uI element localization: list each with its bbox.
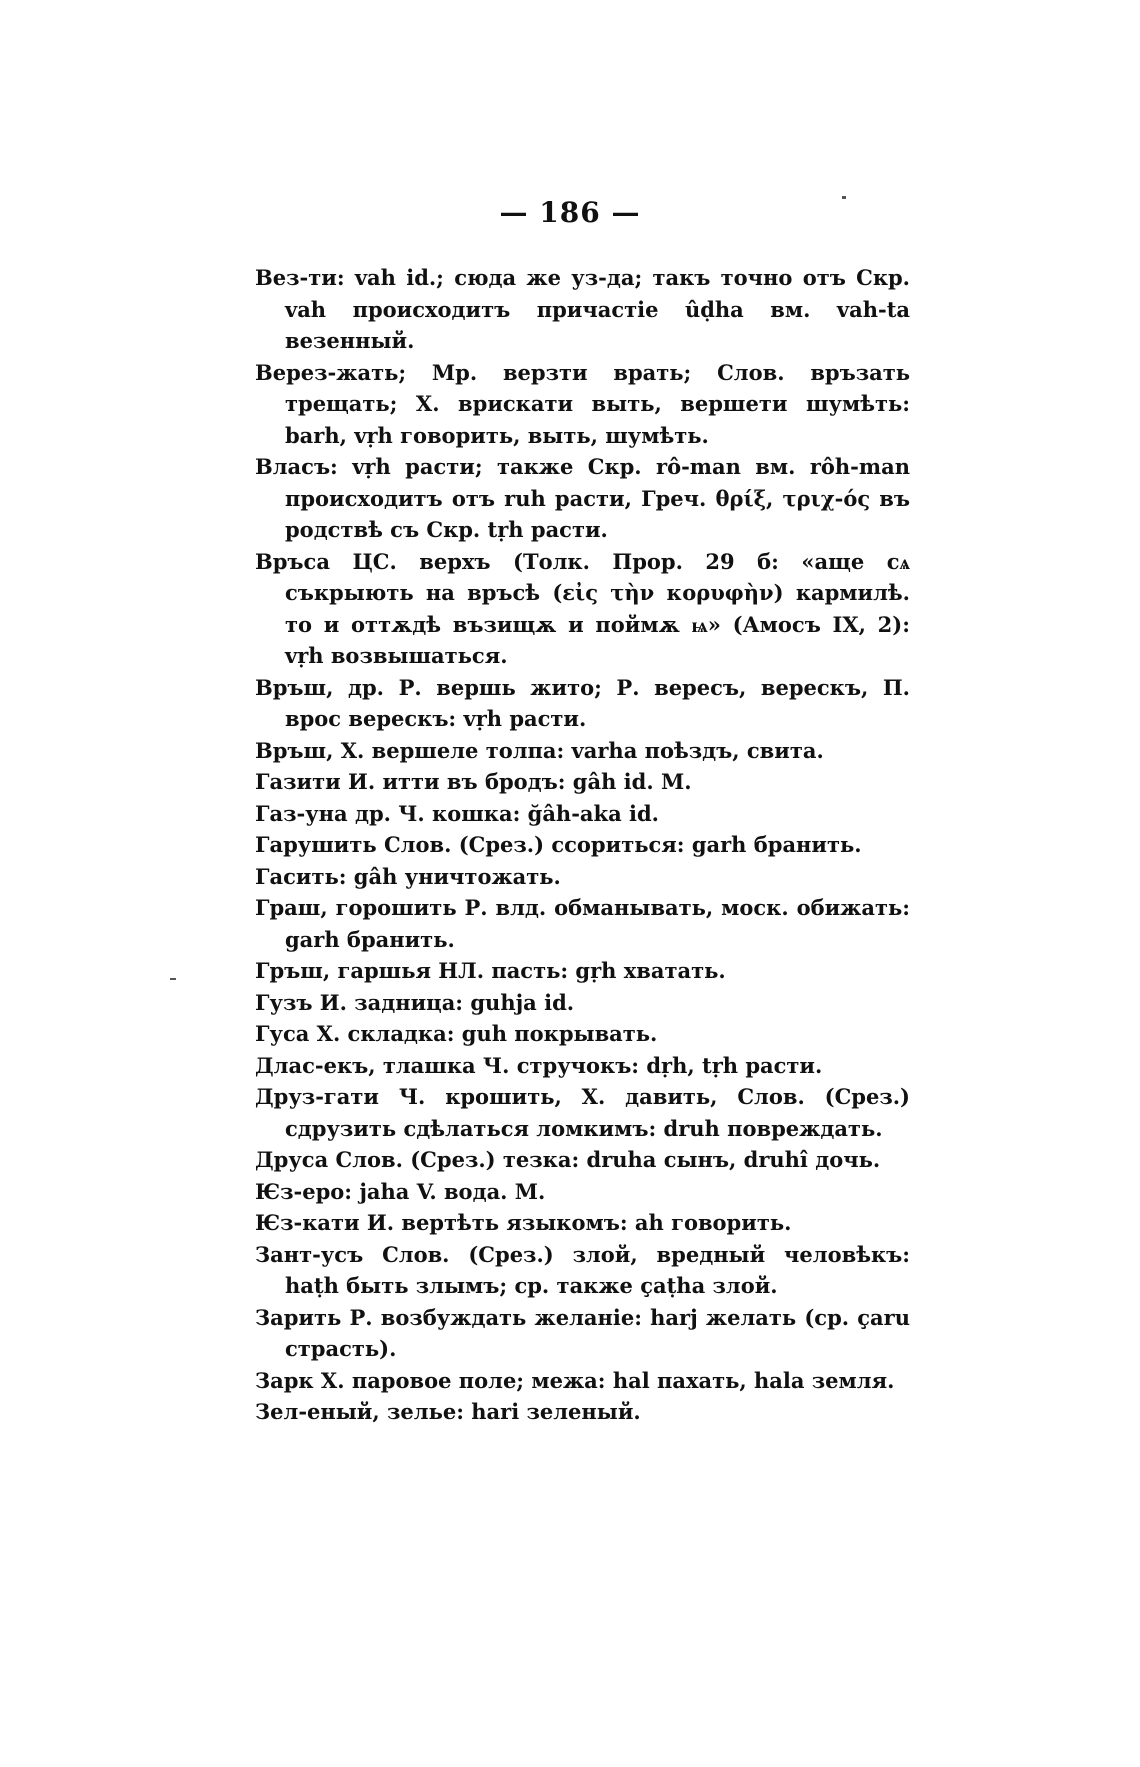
entry-gasit: Гасить: gâh уничтожать. [255, 863, 561, 889]
entry-vrsa: Връса ЦС. верхъ (Толк. Прор. 29 б: «аще сѧ съкрыють на връсѣ (εἰς τὴν κορυφὴν) кармилѣ. то и оттѫдѣ възищѫ и поймѫ ѩ» (Амосъ IX, 2): vṛh возвышаться. [255, 548, 910, 668]
entry-vrsh-2: Връш, Х. вершеле толпа: varha поѣздъ, свита. [255, 737, 824, 763]
entry-vrsh-1: Връш, др. Р. вершь жито; Р. вересъ, верескъ, П. врос верескъ: vṛh расти. [255, 674, 910, 731]
entry-guz: Гузъ И. задница: guhja id. [255, 989, 575, 1015]
entry-grash: Граш, горошить Р. влд. обманывать, моск. обижать: garh бранить. [255, 895, 910, 952]
page-number: — 186 — [499, 196, 641, 229]
scan-speck-left [170, 978, 176, 980]
entry-ez-ero: Ѥз-еро: jaha V. вода. М. [255, 1178, 546, 1204]
entry-drusa: Друса Слов. (Срез.) тезка: druha сынъ, druhî дочь. [255, 1147, 881, 1172]
entry-ez-kati: Ѥз-кати И. вертѣть языкомъ: ah говорить. [255, 1210, 792, 1235]
entry-grsh: Гръш, гаршья НЛ. пасть: gṛh хватать. [255, 958, 726, 983]
entry-vez-ti: Вез-ти: vah id.; сюда же уз-да; такъ точно отъ Скр. vah происходитъ причастіе ûḍha вм. vah-ta везенный. [255, 265, 910, 353]
entry-gaz-una: Газ-уна др. Ч. кошка: ğâh-aka id. [255, 800, 659, 826]
entry-zant-us: Зант-усъ Слов. (Срез.) злой, вредный человѣкъ: haṭh быть злымъ; ср. также çaṭha злой. [255, 1241, 910, 1298]
entry-vlas: Власъ: vṛh расти; также Скр. rô-man вм. rôh-man происходитъ отъ ruh расти, Греч. θρίξ, τριχ-ός въ родствѣ съ Скр. tṛh расти. [255, 454, 910, 542]
scan-speck-top [842, 196, 846, 199]
entry-gaziti: Газити И. итти въ бродъ: gâh id. М. [255, 769, 692, 794]
entry-druz-gati: Друз-гати Ч. крошить, Х. давить, Слов. (Срез.) сдрузить сдѣлаться ломкимъ: druh повреждать. [255, 1084, 910, 1141]
entry-dlas-ek: Длас-екъ, тлашка Ч. стручокъ: dṛh, tṛh расти. [255, 1052, 823, 1078]
dictionary-entries [255, 262, 910, 1428]
entry-verez-zhat: Верез-жать; Мр. верзти врать; Слов. връзать трещать; Х. врискати выть, вершети шумѣть: barh, vṛh говорить, выть, шумѣть. [255, 359, 910, 448]
entry-zarit: Зарить Р. возбуждать желаніе: harj желать (ср. çaru страсть). [255, 1304, 910, 1361]
entry-zel-enyi: Зел-еный, зелье: hari зеленый. [255, 1399, 641, 1424]
entry-gusa: Гуса Х. складка: guh покрывать. [255, 1021, 658, 1046]
entry-garushit: Гарушить Слов. (Срез.) ссориться: garh бранить. [255, 832, 862, 857]
entry-zark: Зарк Х. паровое поле; межа: hal пахать, hala земля. [255, 1367, 895, 1393]
